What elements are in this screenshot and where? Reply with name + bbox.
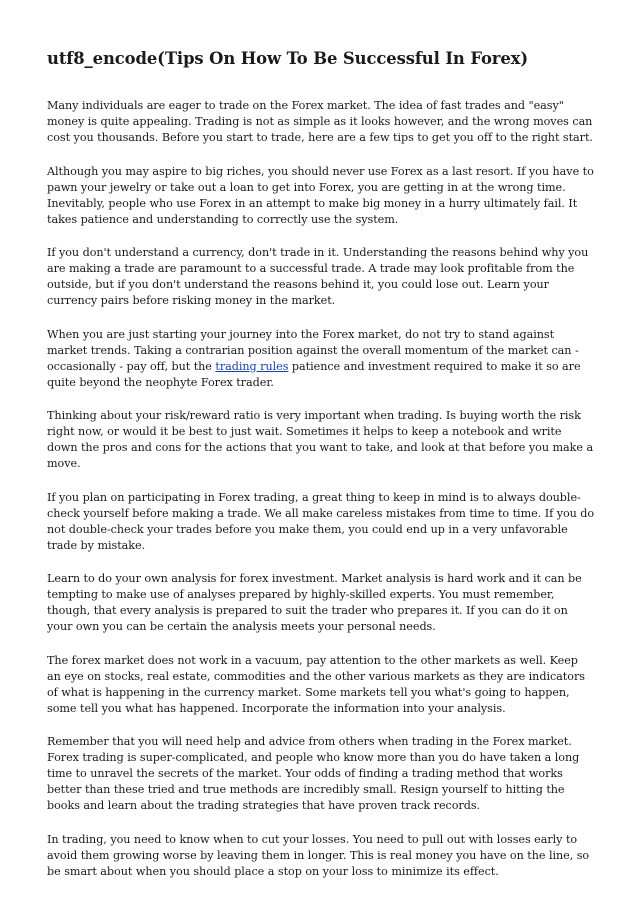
paragraph-1: Many individuals are eager to trade on the Forex market. The idea of fast trades and "easy" money is quite appealing. Trading is not as simple as it looks however, and the wrong moves can cost you thousands. Before you start to trade, here are a few tips to get you off to the right start. [47, 99, 593, 144]
paragraph-9: Remember that you will need help and advice from others when trading in the Forex market. Forex trading is super-complicated, and people who know more than you do have taken a long time to unravel the secrets of the market. Your odds of finding a trading method that works better than these tried and true methods are incredibly small. Resign yourself to hitting the books and learn about the trading strategies that have proven track records. [47, 735, 580, 812]
paragraph-2: Although you may aspire to big riches, you should never use Forex as a last resort. If you have to pawn your jewelry or take out a loan to get into Forex, you are getting in at the wrong time. Inevitably, people who use Forex in an attempt to make big money in a hurry ultimately fail. It takes patience and understanding to correctly use the system. [47, 164, 594, 226]
paragraph-4 [47, 327, 595, 391]
paragraph-3: If you don't understand a currency, don't trade in it. Understanding the reasons behind why you are making a trade are paramount to a successful trade. A trade may look profitable from the outside, but if you don't understand the reasons behind it, you could lose out. Learn your currency pairs before risking money in the market. [47, 246, 589, 307]
paragraph-8: The forex market does not work in a vacuum, pay attention to the other markets as well. Keep an eye on stocks, real estate, commodities and the other various markets as they are indicators of what is happening in the currency market. Some markets tell you what's going to happen, some tell you what has happened. Incorporate the information into your analysis. [47, 653, 585, 715]
document-title: utf8_encode(Tips On How To Be Successful In Forex) [47, 49, 528, 68]
paragraph-4-before: When you are just starting your journey into the Forex market, do not try to stand against market trends. Taking a contrarian position against the overall momentum of the market can - occasionally - pay off, but the [47, 327, 579, 373]
paragraph-7: Learn to do your own analysis for forex investment. Market analysis is hard work and it can be tempting to make use of analyses prepared by highly-skilled experts. You must remember, though, that every analysis is prepared to suit the trader who prepares it. If you can do it on your own you can be certain the analysis meets your personal needs. [47, 572, 582, 633]
paragraph-4-after: patience and investment required to make it so are quite beyond the neophyte Forex trader. [47, 359, 581, 389]
paragraph-5: Thinking about your risk/reward ratio is very important when trading. Is buying worth the risk right now, or would it be best to just wait. Sometimes it helps to keep a notebook and write down the pros and cons for the actions that you want to take, and look at that before you make a move. [47, 409, 594, 470]
paragraph-10: In trading, you need to know when to cut your losses. You need to pull out with losses early to avoid them growing worse by leaving them in longer. This is real money you have on the line, so be smart about when you should place a stop on your loss to minimize its effect. [47, 832, 590, 878]
document-page [47, 48, 595, 897]
paragraph-6: If you plan on participating in Forex trading, a great thing to keep in mind is to always double-check yourself before making a trade. We all make careless mistakes from time to time. If you do not double-check your trades before you make them, you could end up in a very unfavorable trade by mistake. [47, 490, 595, 552]
trading-rules-link[interactable]: trading rules [215, 359, 289, 373]
